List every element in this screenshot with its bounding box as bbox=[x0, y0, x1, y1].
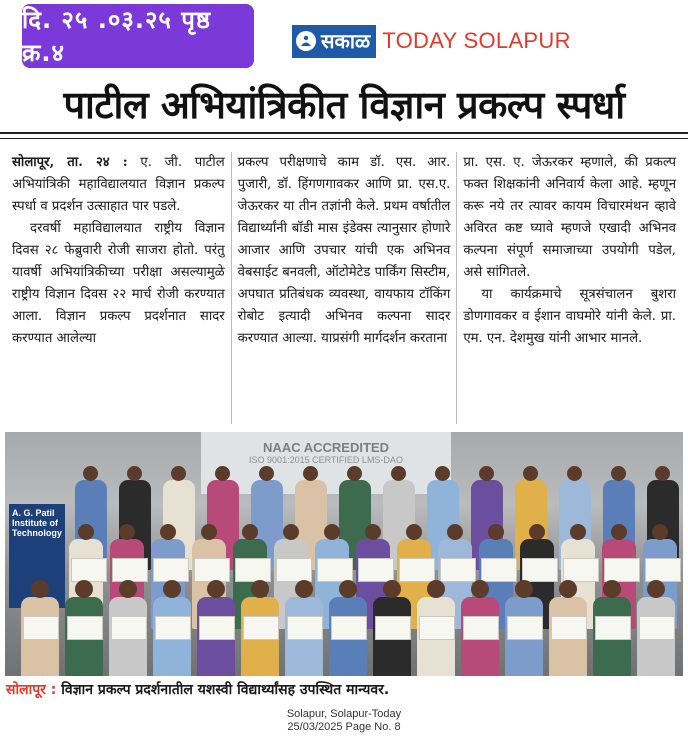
sakal-logo-text: सकाळ bbox=[321, 29, 371, 53]
date-badge: दि. २५ .०३.२५ पृष्ठ क्र.४ bbox=[22, 4, 254, 68]
certificate bbox=[595, 616, 631, 640]
group-photo bbox=[5, 432, 683, 676]
certificate bbox=[645, 558, 681, 582]
certificate bbox=[276, 558, 312, 582]
certificate bbox=[23, 616, 59, 640]
certificate bbox=[155, 616, 191, 640]
page-footer bbox=[0, 708, 688, 734]
article-column-2 bbox=[231, 152, 457, 424]
certificate bbox=[507, 616, 543, 640]
certificate bbox=[440, 558, 476, 582]
certificate bbox=[67, 616, 103, 640]
article-paragraph: प्रकल्प परीक्षणाचे काम डॉ. एस. आर. पुजारी, डॉ. हिंगणगावकर आणि प्रा. एस.ए. जेऊरकर या तीन तज्ञांनी केले. प्रथम वर्षातील विद्यार्थ्यांनी बॉडी मास इंडेक्स त्यानुसार होणारे आजार आणि उपचार यांची एक अभिनव वेबसाईट बनवली, ऑटोमेटेड पार्किंग सिस्टीम, अपघात प्रतिबंधक व्यवस्था, वायफाय टॉकिंग रोबोट इत्यादी अभिनव कल्पना सादर करण्यात आल्या. याप्रसंगी मार्गदर्शन करताना bbox=[237, 155, 451, 346]
certificate bbox=[287, 616, 323, 640]
certificate bbox=[563, 558, 599, 582]
masthead bbox=[292, 24, 571, 58]
article-paragraph: प्रा. एस. ए. जेऊरकर म्हणाले, की प्रकल्प फक्त शिक्षकांनी अनिवार्य केला आहे. म्हणून करू नये तर त्यावर कायम विचारमंथन व्हावे अविरत कष्ट घ्यावे म्हणजे एखादी अभिनव कल्पना संपूर्ण समाजाच्या उपयोगी पडेल, असे सांगितले. bbox=[463, 155, 677, 280]
certificate bbox=[399, 558, 435, 582]
banner-title: NAAC ACCREDITED bbox=[263, 440, 389, 455]
certificate bbox=[194, 558, 230, 582]
board-line: Institute of bbox=[12, 518, 58, 528]
certificate bbox=[463, 616, 499, 640]
certificate bbox=[111, 616, 147, 640]
certificate bbox=[243, 616, 279, 640]
edition-name: TODAY SOLAPUR bbox=[382, 28, 571, 53]
banner-subtitle: ISO 9001:2015 CERTIFIED LMS-DAO bbox=[249, 455, 403, 465]
certificate bbox=[235, 558, 271, 582]
article-column-3 bbox=[456, 152, 682, 424]
certificate bbox=[358, 558, 394, 582]
certificate bbox=[317, 558, 353, 582]
board-line: Technology bbox=[12, 528, 62, 538]
certificate bbox=[331, 616, 367, 640]
article-text: ए. जी. पाटील अभियांत्रिकी महाविद्यालयात विज्ञान प्रकल्प स्पर्धा व प्रदर्शन उत्साहात पार पडले. bbox=[12, 155, 225, 214]
footer-source: Solapur, Solapur-Today bbox=[286, 708, 402, 720]
certificate bbox=[199, 616, 235, 640]
certificate bbox=[112, 558, 148, 582]
caption-text: विज्ञान प्रकल्प प्रदर्शनातील यशस्वी विद्यार्थ्यांसह उपस्थित मान्यवर. bbox=[56, 682, 390, 698]
sakal-emblem-icon bbox=[296, 31, 316, 51]
certificate bbox=[639, 616, 675, 640]
photo-caption bbox=[6, 680, 682, 699]
certificate bbox=[419, 616, 455, 640]
headline-rule bbox=[0, 132, 688, 134]
certificate bbox=[375, 616, 411, 640]
article-paragraph bbox=[12, 152, 225, 218]
caption-location: सोलापूर : bbox=[6, 682, 57, 698]
article-body bbox=[6, 152, 682, 424]
article-column-1 bbox=[6, 152, 231, 424]
headline: पाटील अभियांत्रिकीत विज्ञान प्रकल्प स्पर्धा bbox=[63, 83, 625, 127]
article-paragraph: या कार्यक्रमाचे सूत्रसंचालन बुशरा डोणगावकर व ईशान वाघमोरे यांनी केले. प्रा. एम. एन. देशमुख यांनी आभार मानले. bbox=[463, 287, 677, 346]
article-paragraph: दरवर्षी महाविद्यालयात राष्ट्रीय विज्ञान दिवस २८ फेब्रुवारी रोजी साजरा होतो. परंतु यावर्षी अभियांत्रिकीच्या परीक्षा असल्यामुळे राष्ट्रीय विज्ञान दिवस २२ मार्च रोजी करण्यात आला. विज्ञान प्रकल्प प्रदर्शनात सादर करण्यात आलेल्या bbox=[12, 221, 225, 346]
certificate bbox=[604, 558, 640, 582]
board-line: A. G. Patil bbox=[12, 508, 55, 518]
dateline: सोलापूर, ता. २४ : bbox=[12, 155, 128, 170]
footer-date-page: 25/03/2025 Page No. 8 bbox=[287, 721, 401, 733]
certificate bbox=[551, 616, 587, 640]
certificate bbox=[481, 558, 517, 582]
certificate bbox=[153, 558, 189, 582]
certificate bbox=[522, 558, 558, 582]
certificate bbox=[71, 558, 107, 582]
sakal-logo bbox=[292, 25, 376, 58]
headline-rule-thin bbox=[0, 138, 688, 139]
